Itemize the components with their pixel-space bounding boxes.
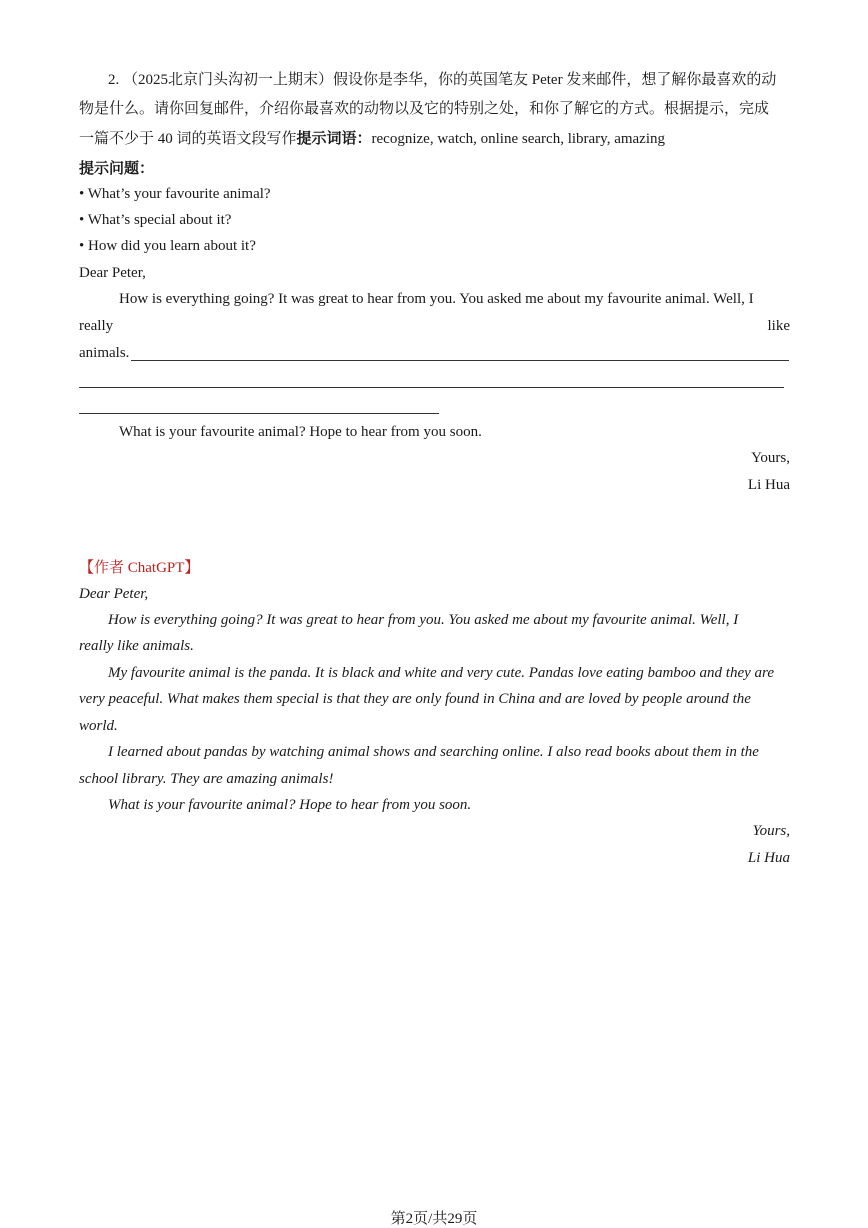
letter-closing-question: What is your favourite animal? Hope to hear from you soon. — [119, 424, 482, 440]
keywords: recognize, watch, online search, library, amazing — [371, 131, 666, 147]
answer-blank-line[interactable] — [131, 360, 789, 361]
letter-signoff: Yours, — [751, 450, 790, 466]
answer-line: world. — [79, 718, 118, 734]
answer-line: school library. They are amazing animals! — [79, 771, 334, 787]
page-number: 第2页/共29页 — [390, 1211, 478, 1227]
keywords-label: 提示词语： — [296, 131, 372, 147]
answer-line: My favourite animal is the panda. It is black and white and very cute. Pandas love eating bamboo and they are — [108, 665, 774, 681]
letter-word-like: like — [767, 318, 790, 334]
answer-greeting: Dear Peter, — [79, 586, 149, 602]
letter-word-really: really — [79, 318, 114, 334]
answer-blank-line[interactable] — [79, 387, 784, 388]
author-tag: 【作者 ChatGPT】 — [79, 560, 200, 576]
hint-item: • What’s your favourite animal? — [79, 186, 271, 202]
answer-line: very peaceful. What makes them special is that they are only found in China and are loved by people around the — [79, 691, 751, 707]
question-source: （2025北京门头沟初一上期末） — [123, 72, 334, 88]
letter-para1-line1: How is everything going? It was great to hear from you. You asked me about my favourite animal. Well, I — [119, 291, 754, 307]
letter-para1-line2 — [79, 318, 790, 335]
letter-greeting: Dear Peter, — [79, 265, 146, 281]
letter-signature: Li Hua — [747, 477, 790, 493]
question-line-3 — [79, 127, 665, 148]
question-text-3: 一篇不少于 40 词的英语文段写作 — [79, 131, 297, 147]
hints-label: 提示问题： — [79, 161, 155, 177]
question-line-1 — [108, 68, 776, 89]
question-text-2: 物是什么。请你回复邮件，介绍你最喜欢的动物以及它的特别之处，和你了解它的方式。根据提示，完成 — [79, 101, 770, 117]
answer-blank-line[interactable] — [79, 413, 439, 414]
letter-animals: animals. — [79, 345, 130, 361]
answer-line: really like animals. — [79, 638, 194, 654]
answer-line: How is everything going? It was great to hear from you. You asked me about my favourite animal. Well, I — [108, 612, 739, 628]
answer-line: What is your favourite animal? Hope to hear from you soon. — [108, 797, 472, 813]
hint-item: • How did you learn about it? — [79, 238, 256, 254]
answer-signature: Li Hua — [747, 850, 790, 866]
answer-line: I learned about pandas by watching animal shows and searching online. I also read books about them in the — [108, 744, 759, 760]
question-text-1: 假设你是李华，你的英国笔友 Peter 发来邮件，想了解你最喜欢的动 — [333, 72, 777, 88]
hint-item: • What’s special about it? — [79, 212, 232, 228]
question-number: 2. — [108, 72, 120, 88]
answer-signoff: Yours, — [752, 823, 790, 839]
